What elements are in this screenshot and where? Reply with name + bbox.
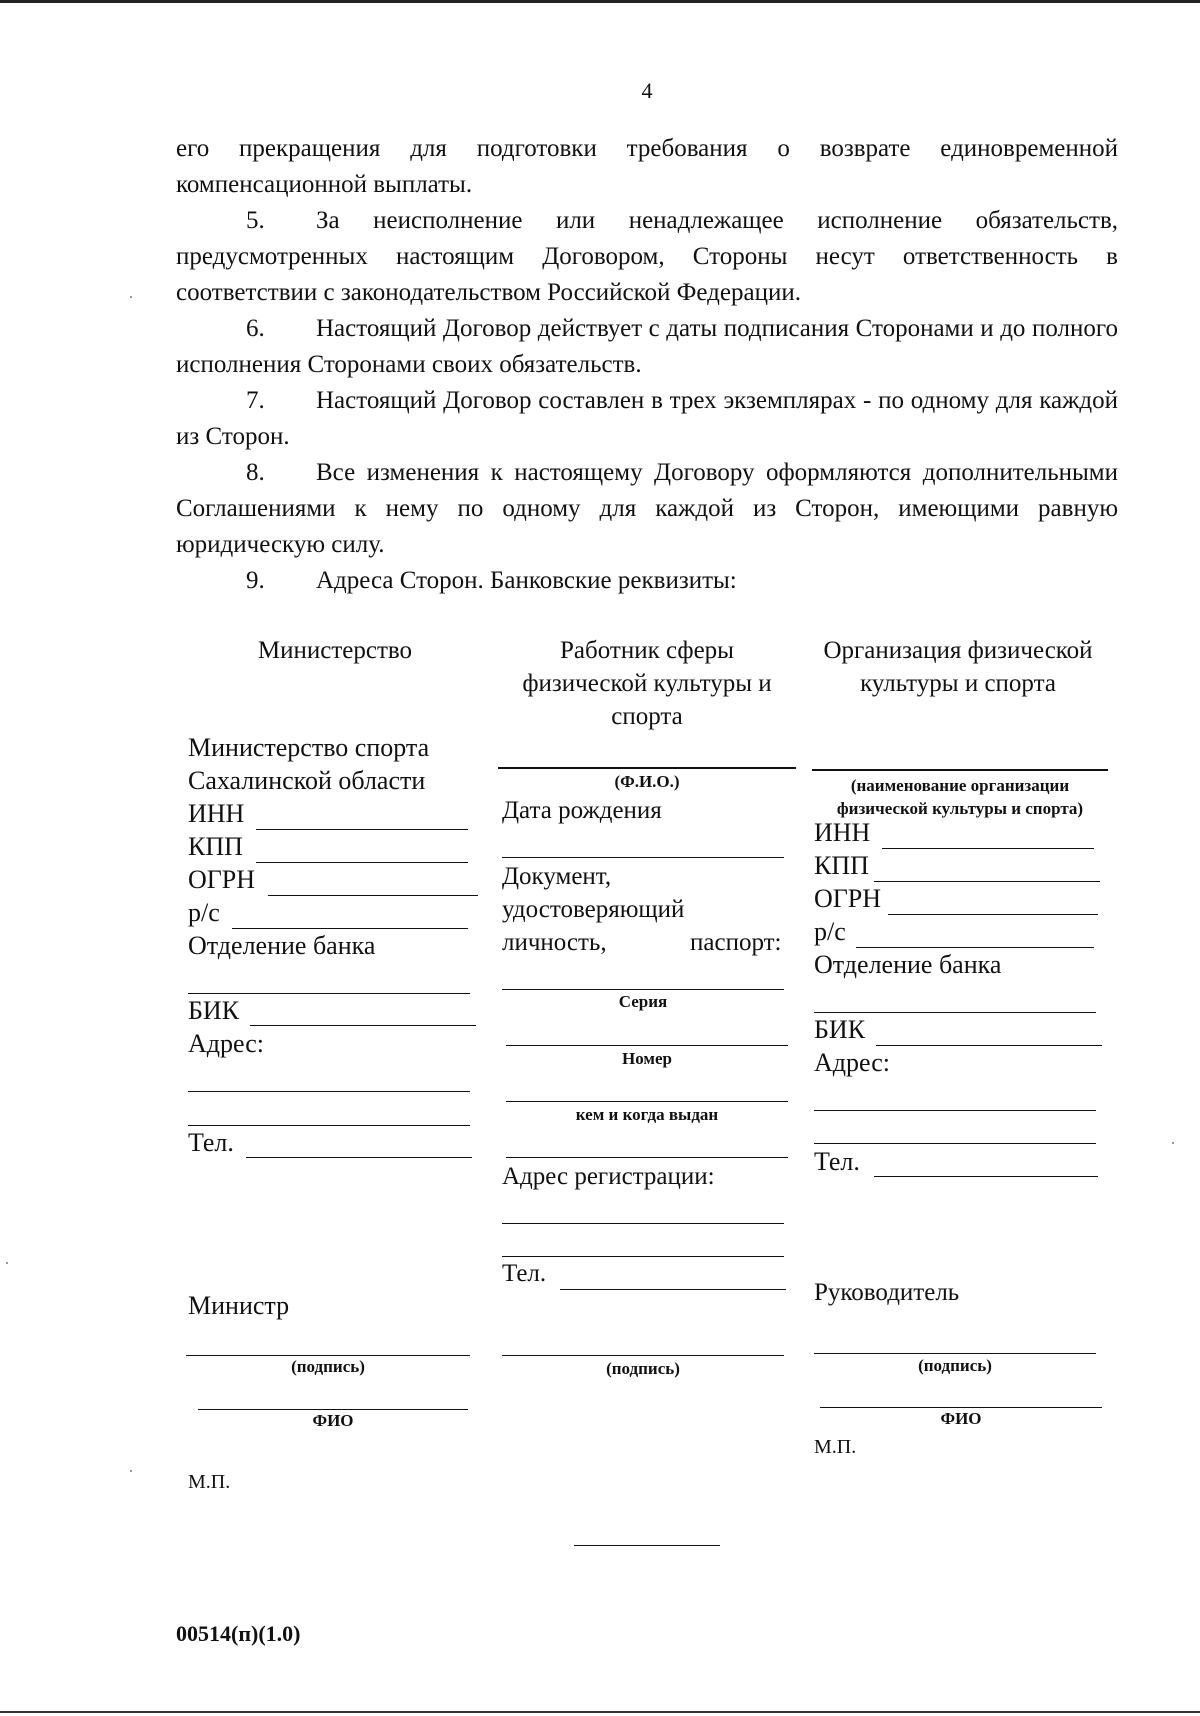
col3-address-label: Адрес: <box>814 1048 890 1077</box>
col3-signature-line <box>814 1353 1096 1354</box>
col2-series-field <box>502 989 784 990</box>
col3-bank-label: Отделение банка <box>814 950 1002 979</box>
col1-tel-label: Тел. <box>188 1128 234 1157</box>
col1-signer-title: Министр <box>188 1291 290 1320</box>
col1-org-line2: Сахалинской области <box>188 766 426 795</box>
col3-bik-field <box>876 1045 1102 1046</box>
paragraph-5-text: За неисполнение или ненадлежащее исполнение обязательств, предусмотренных настоящим Договором, Стороны несут ответственность в соответствии с законодательством Российской Федерации. <box>176 207 1118 306</box>
col3-name-line <box>812 769 1108 771</box>
col2-fio-caption: (Ф.И.О.) <box>614 772 680 791</box>
paragraph-7-text: Настоящий Договор составлен в трех экземплярах - по одному для каждой из Сторон. <box>176 387 1118 450</box>
col1-bank-label: Отделение банка <box>188 931 376 960</box>
col3-tel-label: Тел. <box>814 1147 860 1176</box>
col1-signature-line <box>186 1355 470 1356</box>
document-code: 00514(п)(1.0) <box>176 1621 301 1646</box>
col3-rs-label: р/с <box>814 917 846 946</box>
col3-inn-field <box>882 848 1094 849</box>
paragraph-9-number: 9. <box>246 567 265 594</box>
col2-signature-line <box>502 1355 784 1356</box>
scan-speck <box>130 1470 132 1472</box>
col3-name-caption-2: физической культуры и спорта) <box>836 799 1084 818</box>
col2-reg-address-field-2 <box>502 1256 784 1257</box>
paragraph-5-number: 5. <box>246 207 265 234</box>
col1-inn-field <box>256 829 468 830</box>
col3-bik-label: БИК <box>814 1015 866 1044</box>
col3-address-field-1 <box>814 1110 1096 1111</box>
paragraph-9 <box>176 563 1118 599</box>
paragraph-continuation: его прекращения для подготовки требования о возврате единовременной компенсационной выплаты. <box>176 135 1118 198</box>
col1-fio-caption: ФИО <box>312 1411 354 1430</box>
paragraph-6-number: 6. <box>246 315 265 342</box>
col3-signer-title: Руководитель <box>814 1279 960 1306</box>
col1-org-line1: Министерство спорта <box>188 733 430 762</box>
col2-issued-field <box>506 1101 788 1102</box>
col1-inn-label: ИНН <box>188 799 245 828</box>
col1-address-label: Адрес: <box>188 1029 264 1058</box>
col3-kpp-field <box>874 881 1100 882</box>
paragraph-8-text: Все изменения к настоящему Договору оформляются дополнительными Соглашениями к нему по одному для каждой из Сторон, имеющими равную юридическую силу. <box>176 459 1118 558</box>
col3-signature-caption: (подпись) <box>918 1356 992 1375</box>
col3-inn-label: ИНН <box>814 818 871 847</box>
col2-reg-address-label: Адрес регистрации: <box>502 1163 715 1190</box>
col1-tel-field <box>246 1157 472 1158</box>
col3-kpp-label: КПП <box>814 851 869 880</box>
col2-birth-label: Дата рождения <box>502 797 662 824</box>
scan-top-edge <box>0 0 1200 3</box>
scan-speck <box>130 296 132 298</box>
page-number: 4 <box>641 78 653 103</box>
col3-stamp-place: М.П. <box>814 1436 857 1458</box>
col2-number-field <box>506 1045 788 1046</box>
col2-doc-line3a: личность, <box>502 929 607 956</box>
paragraph-6-text: Настоящий Договор действует с даты подписания Сторонами и до полного исполнения Сторонами своих обязательств. <box>176 315 1118 378</box>
col1-stamp-place: М.П. <box>188 1471 231 1493</box>
col2-tel-label: Тел. <box>502 1260 547 1287</box>
col2-doc-line2: удостоверяющий <box>502 896 685 923</box>
col1-ogrn-field <box>268 895 478 896</box>
paragraph-9-text: Адреса Сторон. Банковские реквизиты: <box>316 567 737 594</box>
col2-tel-field <box>560 1289 786 1290</box>
col3-fio-caption: ФИО <box>940 1409 982 1428</box>
col2-issued-field-2 <box>506 1157 788 1158</box>
col1-bik-label: БИК <box>188 996 240 1025</box>
col3-name-caption-1: (наименование организации <box>850 776 1070 795</box>
col1-kpp-field <box>256 862 468 863</box>
paragraph-7 <box>176 383 1118 455</box>
col3-header: Организация физической культуры и спорта <box>823 637 1093 697</box>
col2-doc-line1: Документ, <box>502 863 612 890</box>
scan-speck <box>6 1262 8 1264</box>
col3-ogrn-field <box>888 914 1098 915</box>
col1-ogrn-label: ОГРН <box>188 865 256 894</box>
col3-address-field-2 <box>814 1143 1096 1144</box>
col3-tel-field <box>874 1176 1098 1177</box>
col2-doc-line3b: паспорт: <box>690 929 782 956</box>
col2-birth-field <box>502 857 784 858</box>
col1-rs-label: р/с <box>188 898 220 927</box>
col1-bik-field <box>250 1025 476 1026</box>
col2-signature-caption: (подпись) <box>606 1359 680 1378</box>
col2-number-caption: Номер <box>622 1049 672 1068</box>
col1-signature-caption: (подпись) <box>291 1357 365 1376</box>
paragraph-8 <box>176 455 1118 563</box>
col3-ogrn-label: ОГРН <box>814 884 882 913</box>
col1-fio-line <box>198 1409 468 1410</box>
col1-kpp-label: КПП <box>188 832 243 861</box>
col3-bank-field <box>814 1012 1096 1013</box>
col2-fio-line <box>498 767 796 769</box>
end-of-text-rule <box>574 1545 720 1546</box>
col1-address-field-2 <box>188 1125 470 1126</box>
paragraph-8-number: 8. <box>246 459 265 486</box>
col1-header: Министерство <box>257 637 413 664</box>
col2-header: Работник сферы физической культуры и спорта <box>522 637 772 730</box>
scan-speck <box>1172 1142 1174 1144</box>
col2-issued-caption: кем и когда выдан <box>575 1105 719 1124</box>
paragraph-7-number: 7. <box>246 387 265 414</box>
paragraph-6 <box>176 311 1118 383</box>
col3-fio-line <box>820 1407 1102 1408</box>
paragraph-5 <box>176 203 1118 311</box>
col2-series-caption: Серия <box>618 992 668 1011</box>
col3-rs-field <box>856 947 1094 948</box>
col1-rs-field <box>232 928 468 929</box>
col2-reg-address-field-1 <box>502 1223 784 1224</box>
col1-address-field-1 <box>188 1091 470 1092</box>
col1-bank-field <box>188 993 470 994</box>
scan-bottom-edge <box>0 1711 1200 1713</box>
